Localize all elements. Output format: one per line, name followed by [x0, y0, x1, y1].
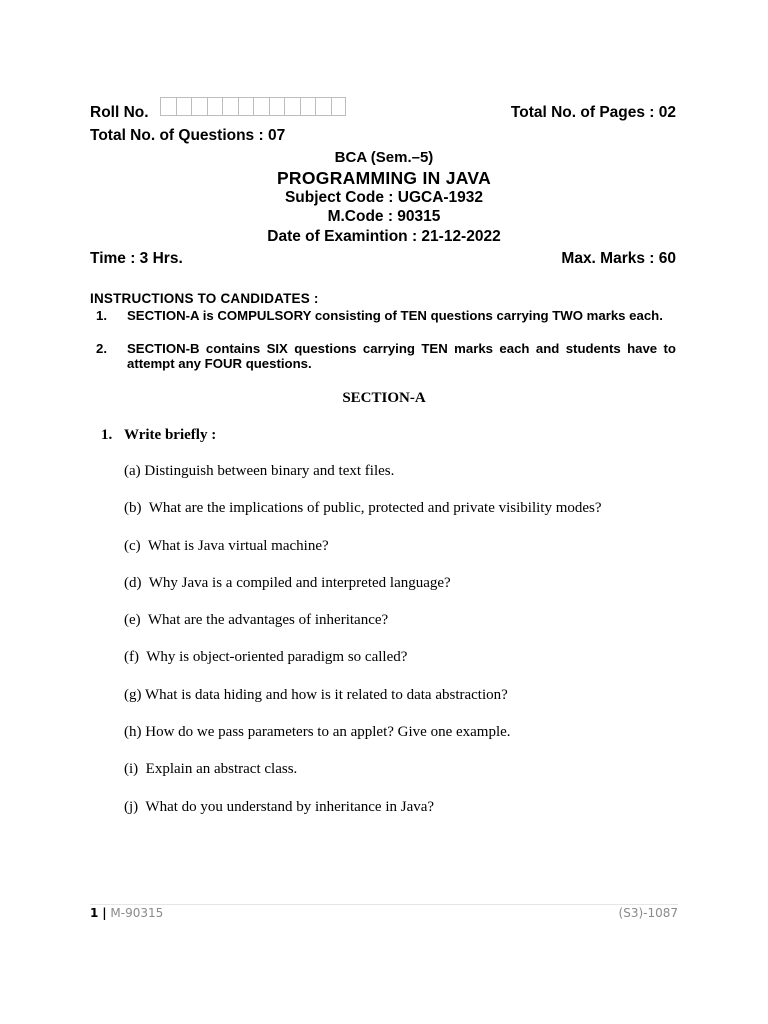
roll-number-box	[160, 97, 176, 116]
question-part	[124, 799, 434, 816]
instructions-heading: INSTRUCTIONS TO CANDIDATES :	[90, 291, 319, 306]
subject-code: Subject Code : UGCA-1932	[284, 189, 484, 206]
part-label: (j)	[124, 799, 139, 815]
roll-number-label: Roll No.	[90, 104, 149, 121]
question-part	[124, 538, 329, 555]
part-text: Why Java is a compiled and interpreted language?	[148, 575, 451, 591]
course-title: BCA (Sem.–5)	[334, 149, 434, 166]
roll-number-box	[253, 97, 269, 116]
part-label: (c)	[124, 538, 141, 554]
question-part	[124, 649, 407, 666]
instruction-item	[96, 308, 676, 323]
total-pages: Total No. of Pages : 02	[510, 104, 676, 121]
footer-separator: |	[102, 906, 107, 920]
max-marks: Max. Marks : 60	[561, 250, 676, 267]
part-label: (g)	[124, 687, 142, 703]
roll-number-box	[300, 97, 316, 116]
question-title: Write briefly :	[124, 427, 217, 443]
footer-divider	[90, 904, 678, 905]
part-text: What are the advantages of inheritance?	[147, 612, 389, 628]
part-label: (a)	[124, 463, 141, 479]
question-part	[124, 575, 451, 592]
roll-number-box	[269, 97, 285, 116]
roll-number-box	[176, 97, 192, 116]
question-part	[124, 612, 388, 629]
part-label: (i)	[124, 761, 139, 777]
part-label: (f)	[124, 649, 139, 665]
footer-paper-code: (S3)-1087	[618, 906, 678, 920]
part-text: Distinguish between binary and text files.	[144, 463, 395, 479]
part-label: (e)	[124, 612, 141, 628]
instruction-text: SECTION-A is COMPULSORY consisting of TEN questions carrying TWO marks each.	[127, 308, 663, 323]
question-part	[124, 724, 511, 741]
page-number: 1	[90, 906, 99, 920]
part-text: What is Java virtual machine?	[147, 538, 329, 554]
instruction-item	[96, 341, 676, 371]
part-text: How do we pass parameters to an applet? Give one example.	[145, 724, 511, 740]
question-number: 1.	[101, 427, 113, 443]
roll-number-box	[315, 97, 331, 116]
part-text: What is data hiding and how is it related to data abstraction?	[144, 687, 508, 703]
part-label: (b)	[124, 500, 142, 516]
exam-time: Time : 3 Hrs.	[90, 250, 183, 267]
question-part	[124, 500, 602, 517]
exam-date: Date of Examintion : 21-12-2022	[267, 228, 501, 245]
instruction-text: SECTION-B contains SIX questions carrying TEN marks each and students have to attempt any FOUR questions.	[127, 341, 676, 371]
roll-number-box	[207, 97, 223, 116]
roll-number-box	[331, 97, 347, 116]
m-code: M.Code : 90315	[327, 208, 441, 225]
footer-m-code: M-90315	[110, 906, 164, 920]
instruction-number: 2.	[96, 341, 107, 356]
roll-number-box	[284, 97, 300, 116]
part-label: (h)	[124, 724, 142, 740]
instruction-number: 1.	[96, 308, 107, 323]
question-part	[124, 687, 508, 704]
roll-number-box	[238, 97, 254, 116]
part-text: What do you understand by inheritance in Java?	[145, 799, 435, 815]
roll-number-boxes	[160, 97, 346, 116]
part-text: What are the implications of public, protected and private visibility modes?	[148, 500, 602, 516]
question-part	[124, 761, 297, 778]
roll-number-box	[222, 97, 238, 116]
total-questions: Total No. of Questions : 07	[90, 127, 286, 144]
question-heading	[101, 427, 216, 444]
roll-number-box	[191, 97, 207, 116]
footer-left	[90, 906, 163, 920]
part-text: Why is object-oriented paradigm so called?	[146, 649, 408, 665]
part-label: (d)	[124, 575, 142, 591]
question-part	[124, 463, 394, 480]
subject-title: PROGRAMMING IN JAVA	[276, 168, 492, 188]
part-text: Explain an abstract class.	[145, 761, 298, 777]
section-heading: SECTION-A	[342, 390, 426, 406]
